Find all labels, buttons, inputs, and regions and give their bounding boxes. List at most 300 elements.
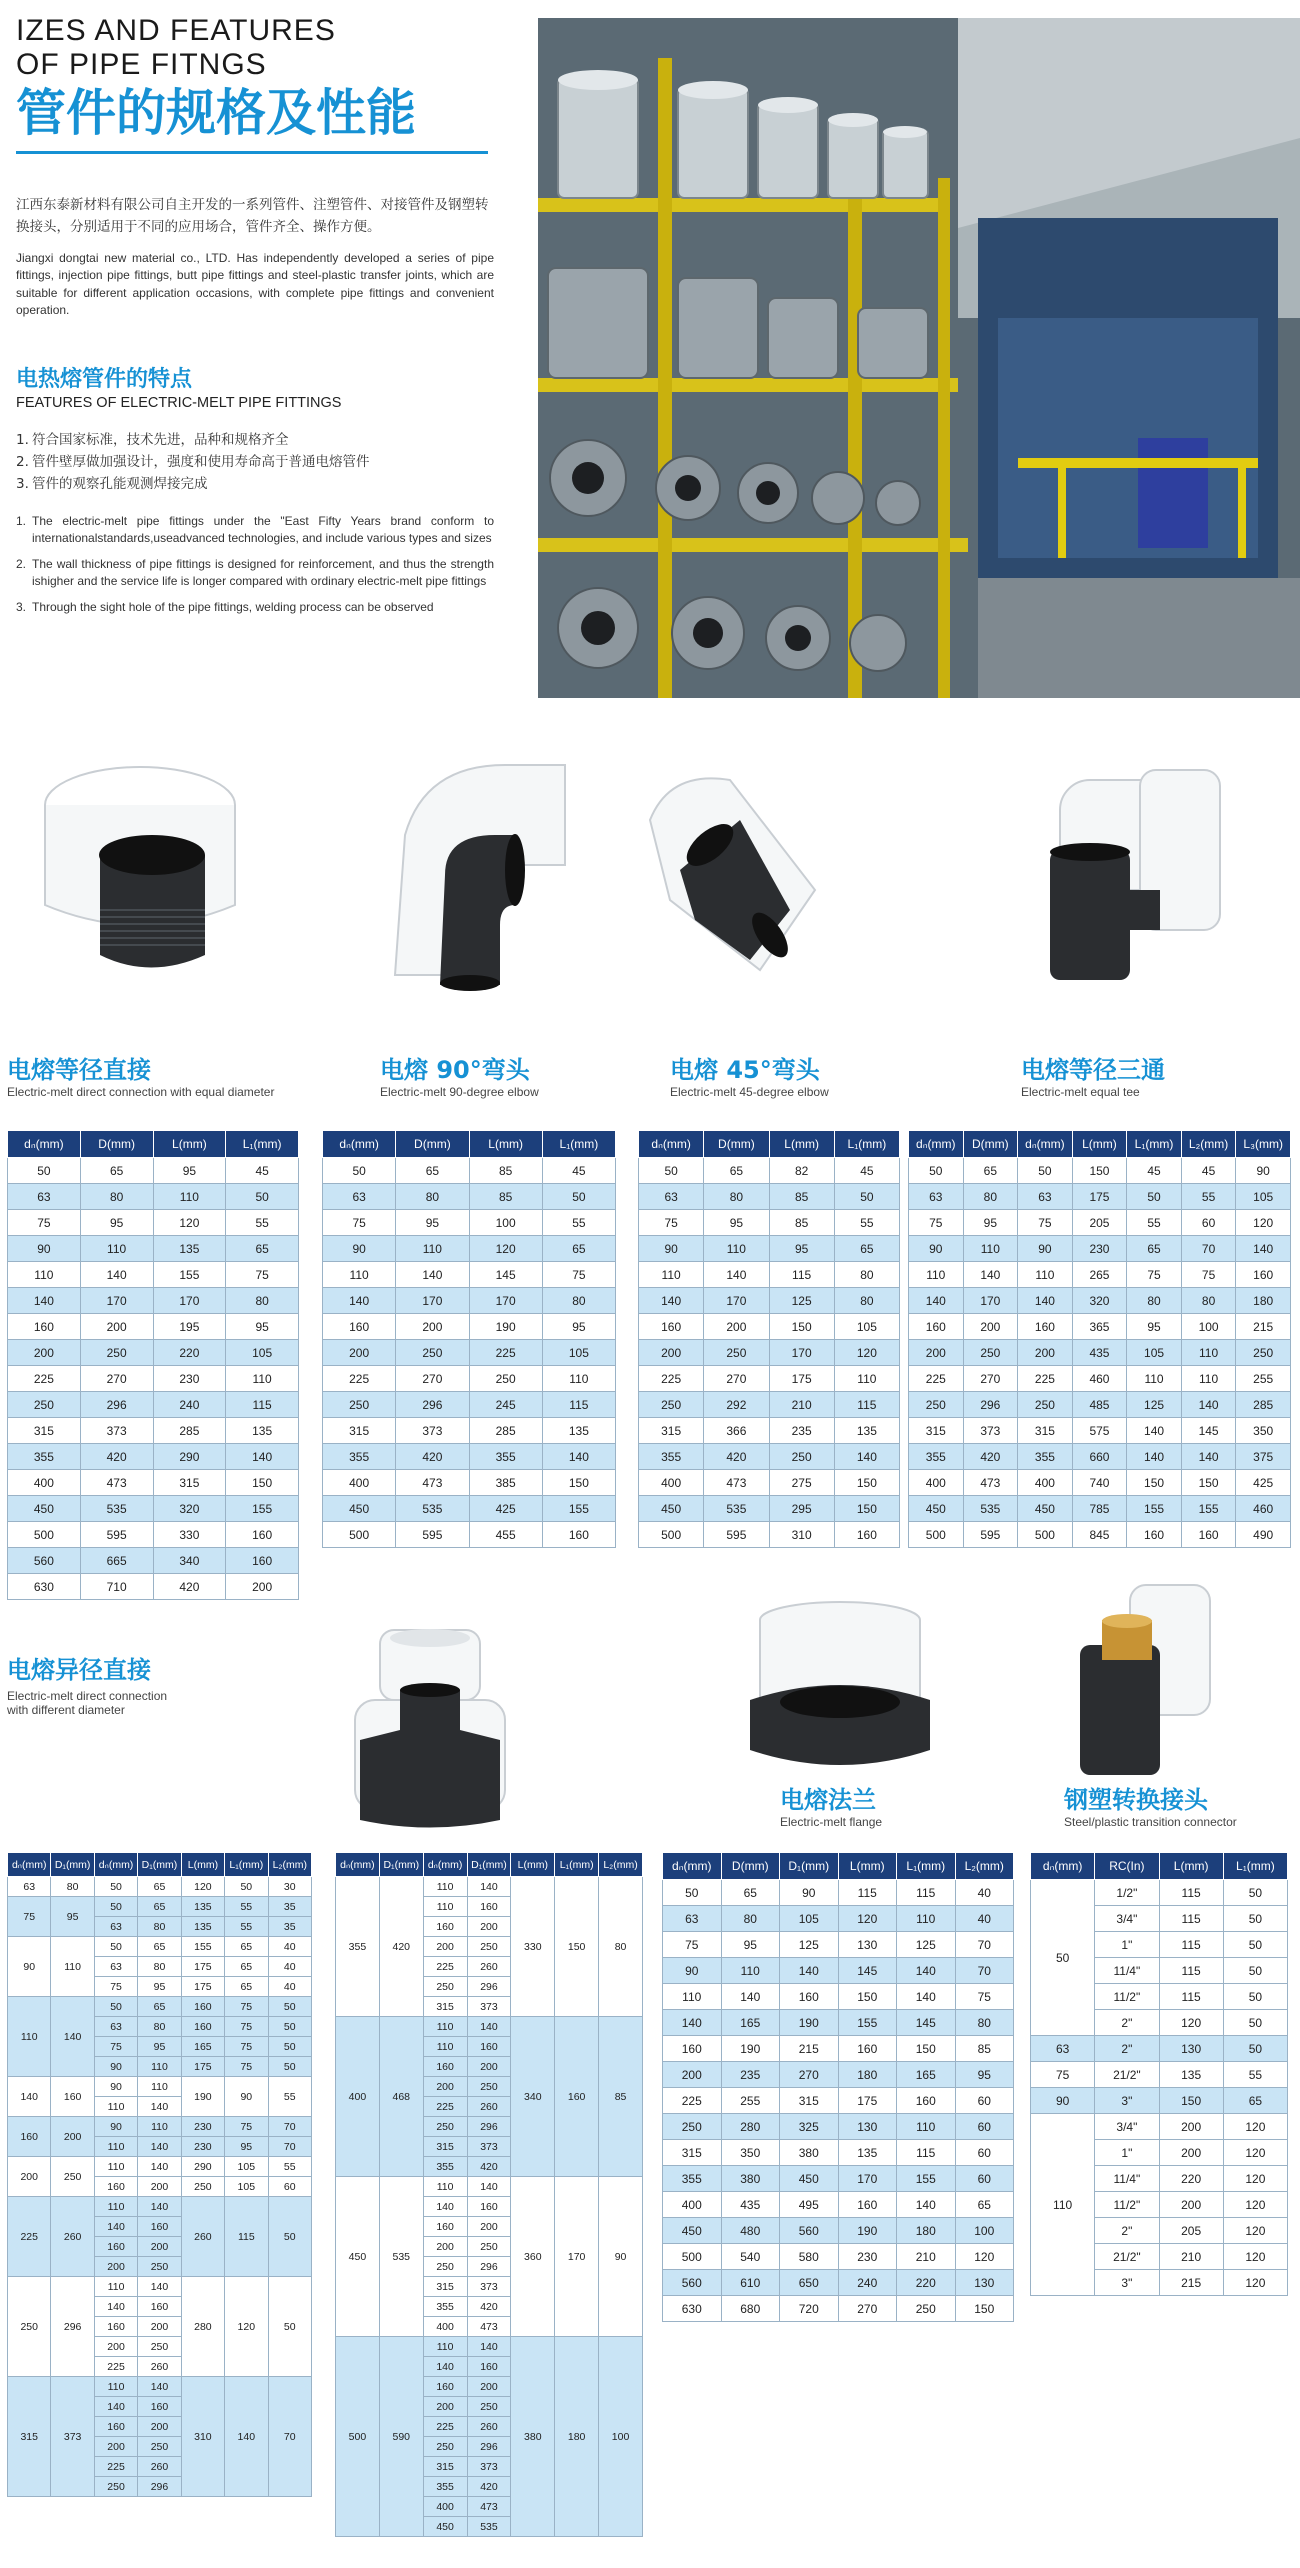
table-row [909,1288,1291,1314]
table-cell: 140 [909,1288,964,1314]
table-row [8,1184,299,1210]
table-cell: 560 [8,1548,81,1574]
table-cell: 105 [542,1340,615,1366]
table-cell: 500 [8,1522,81,1548]
reducer-en-2: with different diameter [7,1703,125,1717]
table-cell: 75 [225,2037,268,2057]
table-row [663,2088,1014,2114]
table-cell: 50 [1018,1158,1073,1184]
table-cell: 130 [955,2270,1014,2296]
table-cell: 190 [469,1314,542,1340]
table-cell: 160 [423,2057,467,2077]
table-cell: 105 [226,1340,299,1366]
table-cell: 11/4" [1095,1958,1159,1984]
table-cell: 355 [8,1444,81,1470]
table-row [663,1880,1014,1906]
table-cell: 650 [780,2270,839,2296]
table-90-elbow [322,1130,616,1548]
column-header: D(mm) [963,1131,1018,1158]
table-cell: 65 [225,1937,268,1957]
table-cell: 160 [663,2036,722,2062]
table-cell: 450 [639,1496,704,1522]
table-cell: 160 [94,2177,137,2197]
table-cell: 315 [423,2277,467,2297]
flange-zh: 电熔法兰 [780,1786,876,1814]
table-cell: 385 [469,1470,542,1496]
table-cell: 200 [8,1340,81,1366]
table-row [909,1470,1291,1496]
table-cell: 110 [423,2037,467,2057]
table-cell: 250 [423,1977,467,1997]
table-cell: 140 [323,1288,396,1314]
table-cell: 50 [94,1877,137,1897]
title-en-2: OF PIPE FITNGS [16,47,267,81]
table-cell: 95 [704,1210,769,1236]
table-cell: 165 [181,2037,224,2057]
table-cell: 460 [1072,1366,1127,1392]
table-header-row [663,1853,1014,1880]
table-header-row [1031,1853,1288,1880]
table-cell: 250 [467,2237,511,2257]
table-cell: 160 [138,2217,181,2237]
table-cell: 50 [1223,1880,1287,1906]
table-row [1031,1880,1288,1906]
table-cell: 315 [423,2457,467,2477]
table-cell-group: 250 [8,2277,51,2377]
table-cell: 140 [226,1444,299,1470]
table-cell-group: 373 [51,2377,94,2497]
table-cell: 450 [780,2166,839,2192]
table-cell: 50 [1223,1932,1287,1958]
table-cell-group: 90 [8,1937,51,1997]
table-cell: 155 [1127,1496,1182,1522]
table-cell: 140 [94,2297,137,2317]
table-row [663,1984,1014,2010]
table-cell: 355 [1018,1444,1073,1470]
table-cell: 540 [721,2244,780,2270]
table-cell: 100 [955,2218,1014,2244]
equal-coupler-zh: 电熔等径直接 [7,1056,151,1084]
table-cell: 110 [542,1366,615,1392]
table-cell: 50 [94,1897,137,1917]
table-cell: 200 [1018,1340,1073,1366]
table-cell: 160 [467,2037,511,2057]
table-cell: 225 [94,2457,137,2477]
table-cell: 250 [1236,1340,1291,1366]
table-cell: 366 [704,1418,769,1444]
table-cell: 115 [897,2140,956,2166]
table-row [909,1522,1291,1548]
table-cell: 50 [1223,2010,1287,2036]
table-row [323,1236,616,1262]
table-cell: 115 [1159,1984,1223,2010]
table-cell: 110 [663,1984,722,2010]
table-cell: 473 [963,1470,1018,1496]
table-cell: 115 [1159,1958,1223,1984]
table-cell-group: 75 [1031,2062,1095,2088]
table-cell: 110 [396,1236,469,1262]
column-header: L₁(mm) [555,1853,599,1877]
table-cell: 315 [663,2140,722,2166]
features-title-en: FEATURES OF ELECTRIC-MELT PIPE FITTINGS [16,394,342,411]
table-cell: 45 [834,1158,899,1184]
table-row [639,1496,900,1522]
table-cell: 535 [80,1496,153,1522]
features-title-zh: 电热熔管件的特点 [16,366,193,392]
table-cell: 75 [1181,1262,1236,1288]
table-cell: 200 [467,2057,511,2077]
table-cell: 200 [423,2077,467,2097]
table-cell: 250 [469,1366,542,1392]
table-cell: 373 [467,2137,511,2157]
table-cell: 110 [94,2137,137,2157]
table-cell: 140 [138,2157,181,2177]
table-cell: 420 [467,2477,511,2497]
table-cell: 710 [80,1574,153,1600]
table-cell: 140 [639,1288,704,1314]
table-cell: 200 [94,2337,137,2357]
table-cell: 95 [138,2037,181,2057]
table-cell-group: 50 [1031,1880,1095,2036]
table-cell: 455 [469,1522,542,1548]
table-cell-merged: 50 [268,2277,311,2377]
table-cell: 55 [1181,1184,1236,1210]
table-cell: 90 [663,1958,722,1984]
table-cell: 575 [1072,1418,1127,1444]
table-cell-merged: 160 [555,2017,599,2177]
table-cell-merged: 50 [268,2197,311,2277]
table-cell: 400 [663,2192,722,2218]
table-cell: 120 [1223,2166,1287,2192]
flange-en: Electric-melt flange [780,1815,883,1829]
table-cell: 80 [1127,1288,1182,1314]
table-row [639,1184,900,1210]
table-row [8,2197,312,2217]
table-cell: 260 [138,2357,181,2377]
table-cell: 435 [721,2192,780,2218]
table-cell: 150 [838,1984,897,2010]
table-cell: 473 [704,1470,769,1496]
table-cell: 45 [1127,1158,1182,1184]
table-cell: 80 [542,1288,615,1314]
table-cell: 50 [1127,1184,1182,1210]
table-cell: 160 [639,1314,704,1340]
table-cell: 250 [138,2337,181,2357]
table-cell: 50 [94,1997,137,2017]
table-cell: 380 [780,2140,839,2166]
table-cell: 120 [1223,2114,1287,2140]
table-header-row [8,1131,299,1158]
table-row [323,1262,616,1288]
table-cell: 110 [639,1262,704,1288]
column-header: D(mm) [721,1853,780,1880]
table-cell: 250 [138,2437,181,2457]
table-cell: 130 [838,1932,897,1958]
table-cell: 270 [704,1366,769,1392]
column-header: L(mm) [1072,1131,1127,1158]
table-cell: 63 [639,1184,704,1210]
table-cell: 473 [467,2317,511,2337]
table-cell-group: 110 [1031,2114,1095,2296]
table-cell: 373 [396,1418,469,1444]
column-header: L(mm) [181,1853,224,1877]
table-cell: 90 [780,1880,839,1906]
table-cell: 200 [138,2177,181,2197]
table-cell: 250 [467,2077,511,2097]
table-cell: 630 [8,1574,81,1600]
table-cell: 500 [323,1522,396,1548]
table-cell: 95 [769,1236,834,1262]
product-label-flange [780,1780,882,1829]
table-cell: 373 [467,2457,511,2477]
table-row [8,1444,299,1470]
table-row [909,1210,1291,1236]
table-cell: 63 [663,1906,722,1932]
table-reducer-a [7,1852,312,2497]
table-cell: 120 [469,1236,542,1262]
table-cell: 110 [94,2377,137,2397]
table-cell-group: 200 [8,2157,51,2197]
equal-tee-en: Electric-melt equal tee [1021,1085,1140,1099]
table-cell: 100 [1181,1314,1236,1340]
table-cell-merged: 85 [599,2017,643,2177]
table-cell: 250 [8,1392,81,1418]
product-image-equal-tee [1030,760,1230,990]
table-cell: 400 [8,1470,81,1496]
table-cell: 63 [8,1184,81,1210]
table-cell: 150 [897,2036,956,2062]
table-cell: 80 [704,1184,769,1210]
table-cell-group: 225 [8,2197,51,2277]
table-cell: 240 [153,1392,226,1418]
table-cell: 115 [834,1392,899,1418]
table-cell: 90 [323,1236,396,1262]
table-cell: 55 [226,1210,299,1236]
table-cell: 140 [138,2137,181,2157]
table-row [323,1366,616,1392]
table-cell: 160 [1181,1522,1236,1548]
elbow-90-illustration [385,755,575,995]
table-cell-group: 90 [1031,2088,1095,2114]
intro-desc-en: Jiangxi dongtai new material co., LTD. Has independently developed a series of pipe fittings, injection pipe fittings, butt pipe fittings and steel-plastic transfer joints, which are suitable for different application occasions, with complete pipe fittings and convenient operation. [16,250,494,318]
table-cell: 595 [396,1522,469,1548]
table-cell-group: 450 [336,2177,380,2337]
table-header-row [8,1853,312,1877]
table-cell: 450 [323,1496,396,1522]
table-cell: 65 [1223,2088,1287,2114]
table-cell-merged: 120 [225,2277,268,2377]
table-cell: 135 [838,2140,897,2166]
table-row [1031,2062,1288,2088]
table-cell-group: 400 [336,2017,380,2177]
table-row [909,1314,1291,1340]
table-cell: 200 [94,2257,137,2277]
column-header: dₙ(mm) [8,1853,51,1877]
table-cell: 40 [955,1880,1014,1906]
product-label-reducer [7,1650,167,1717]
table-cell: 110 [8,1262,81,1288]
table-row [8,1997,312,2017]
table-cell: 60 [955,2166,1014,2192]
table-cell: 105 [1236,1184,1291,1210]
table-cell: 535 [963,1496,1018,1522]
table-cell: 315 [423,1997,467,2017]
table-row [909,1340,1291,1366]
table-cell: 160 [226,1548,299,1574]
table-cell: 50 [8,1158,81,1184]
table-cell: 255 [721,2088,780,2114]
table-cell: 11/2" [1095,2192,1159,2218]
table-cell: 110 [153,1184,226,1210]
table-row [323,1392,616,1418]
table-cell: 80 [963,1184,1018,1210]
table-row [8,1288,299,1314]
table-row [663,2062,1014,2088]
column-header: dₙ(mm) [423,1853,467,1877]
table-row [8,1548,299,1574]
table-cell: 560 [663,2270,722,2296]
table-cell: 140 [1181,1444,1236,1470]
column-header: L₂(mm) [268,1853,311,1877]
table-cell: 310 [769,1522,834,1548]
table-row [8,2117,312,2137]
table-cell: 160 [94,2317,137,2337]
table-cell: 55 [268,2157,311,2177]
table-cell: 150 [226,1470,299,1496]
table-cell: 110 [138,2077,181,2097]
table-cell: 340 [153,1548,226,1574]
table-row [8,1937,312,1957]
table-cell: 160 [181,1997,224,2017]
table-cell: 140 [1127,1418,1182,1444]
table-cell: 160 [467,2197,511,2217]
table-cell: 50 [909,1158,964,1184]
column-header: L₁(mm) [1127,1131,1182,1158]
table-cell: 65 [963,1158,1018,1184]
table-cell: 95 [226,1314,299,1340]
table-cell: 200 [467,2217,511,2237]
table-cell: 65 [225,1977,268,1997]
table-row [323,1522,616,1548]
table-cell: 110 [94,2157,137,2177]
table-reducer-b [335,1852,643,2537]
column-header: dₙ(mm) [1018,1131,1073,1158]
table-cell: 40 [955,1906,1014,1932]
table-cell: 350 [721,2140,780,2166]
table-cell: 50 [639,1158,704,1184]
table-cell: 230 [838,2244,897,2270]
table-cell: 3/4" [1095,2114,1159,2140]
table-cell: 315 [1018,1418,1073,1444]
table-header-row [639,1131,900,1158]
table-cell-group: 110 [51,1937,94,1997]
table-cell: 150 [1159,2088,1223,2114]
table-cell: 75 [1127,1262,1182,1288]
table-cell-merged: 115 [225,2197,268,2277]
table-cell: 235 [769,1418,834,1444]
table-cell: 50 [1223,1984,1287,2010]
table-cell: 80 [138,1957,181,1977]
table-cell: 155 [897,2166,956,2192]
table-row [639,1340,900,1366]
table-cell-group: 80 [51,1877,94,1897]
table-cell: 75 [639,1210,704,1236]
table-cell: 110 [704,1236,769,1262]
table-cell: 95 [542,1314,615,1340]
table-row [323,1158,616,1184]
table-cell: 150 [834,1496,899,1522]
table-cell: 70 [268,2117,311,2137]
table-cell-group: 110 [8,1997,51,2077]
table-cell: 21/2" [1095,2244,1159,2270]
table-cell: 50 [834,1184,899,1210]
title-zh: 管件的规格及性能 [16,83,416,142]
column-header: D(mm) [396,1131,469,1158]
table-cell: 130 [1159,2036,1223,2062]
table-cell: 140 [1127,1444,1182,1470]
column-header: dₙ(mm) [323,1131,396,1158]
table-cell: 160 [1127,1522,1182,1548]
table-cell: 63 [909,1184,964,1210]
table-cell: 175 [181,1977,224,1997]
table-cell: 40 [268,1977,311,1997]
table-cell: 110 [423,2017,467,2037]
table-row [8,1340,299,1366]
table-cell: 160 [1018,1314,1073,1340]
table-cell: 785 [1072,1496,1127,1522]
table-cell: 110 [80,1236,153,1262]
table-row [1031,2036,1288,2062]
table-row [909,1496,1291,1522]
table-cell: 65 [834,1236,899,1262]
table-cell: 450 [663,2218,722,2244]
table-cell: 220 [1159,2166,1223,2192]
product-label-equal-coupler [7,1050,274,1099]
table-cell: 125 [897,1932,956,1958]
table-cell: 200 [138,2237,181,2257]
table-cell: 140 [704,1262,769,1288]
table-cell: 65 [396,1158,469,1184]
table-cell: 135 [181,1897,224,1917]
table-cell: 225 [423,1957,467,1977]
table-cell: 115 [226,1392,299,1418]
table-cell: 140 [80,1262,153,1288]
table-cell: 140 [94,2397,137,2417]
table-cell: 165 [721,2010,780,2036]
table-cell: 400 [909,1470,964,1496]
table-cell: 80 [834,1288,899,1314]
table-row [323,1314,616,1340]
table-row [8,1210,299,1236]
table-cell: 160 [94,2417,137,2437]
table-cell: 140 [423,2357,467,2377]
table-cell: 250 [323,1392,396,1418]
table-cell: 250 [138,2257,181,2277]
table-row [639,1158,900,1184]
table-cell: 140 [1236,1236,1291,1262]
table-cell: 120 [1223,2218,1287,2244]
table-cell: 135 [542,1418,615,1444]
table-cell: 290 [181,2157,224,2177]
table-cell: 55 [542,1210,615,1236]
column-header: L₁(mm) [225,1853,268,1877]
column-header: D₁(mm) [467,1853,511,1877]
table-cell: 70 [955,1932,1014,1958]
table-cell-group: 200 [51,2117,94,2157]
table-cell: 200 [138,2417,181,2437]
table-cell: 110 [138,2117,181,2137]
table-cell: 110 [323,1262,396,1288]
